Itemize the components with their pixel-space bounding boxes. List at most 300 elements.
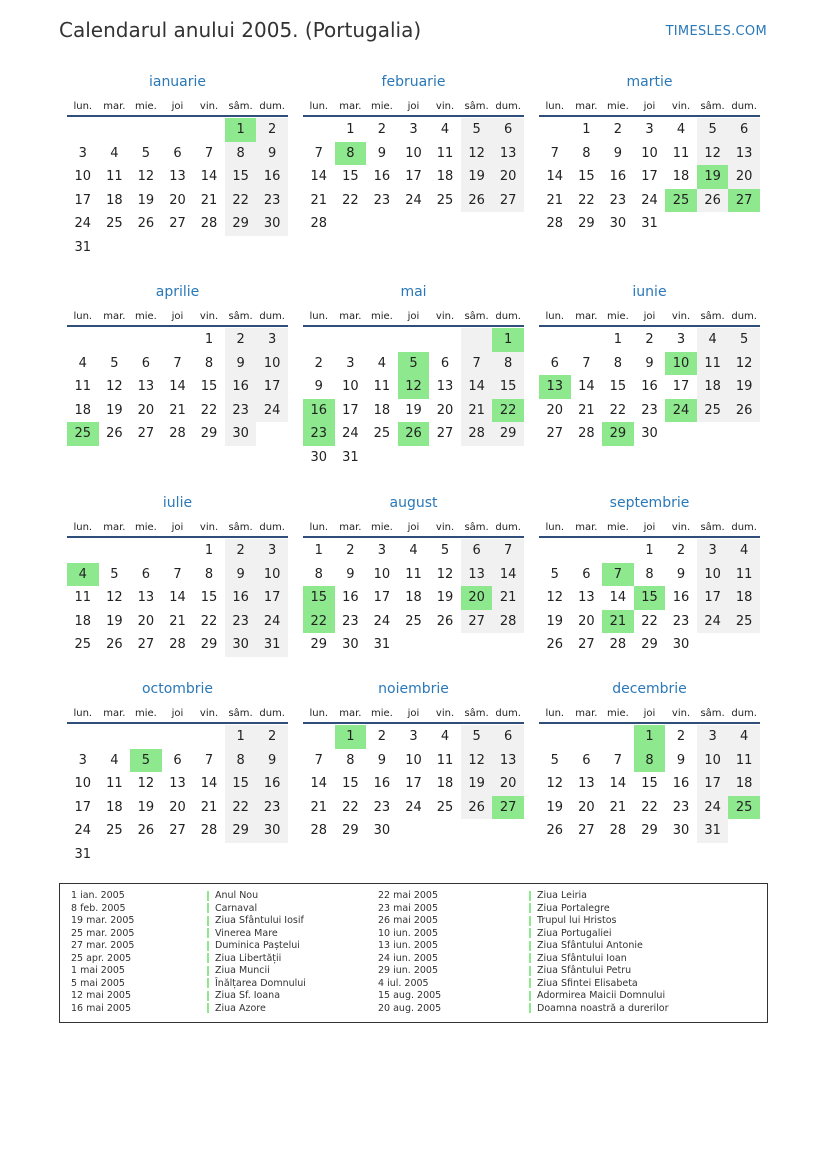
day-cell[interactable]: 12	[461, 142, 493, 166]
day-cell[interactable]: 22	[225, 189, 257, 213]
day-cell[interactable]: 18	[436, 169, 454, 184]
day-cell[interactable]: 17	[672, 379, 690, 394]
day-cell[interactable]: 18	[106, 192, 123, 208]
day-cell[interactable]: 5	[110, 566, 119, 582]
day-cell[interactable]: 2	[225, 328, 257, 352]
holiday-day-cell[interactable]: 21	[602, 610, 634, 634]
day-cell[interactable]: 5	[440, 543, 450, 558]
day-cell[interactable]: 20	[492, 772, 524, 796]
day-cell[interactable]: 14	[461, 375, 493, 399]
day-cell[interactable]: 29	[641, 823, 658, 838]
day-cell[interactable]: 31	[697, 819, 729, 843]
day-cell[interactable]: 4	[409, 543, 418, 558]
day-cell[interactable]: 15	[342, 169, 359, 184]
day-cell[interactable]: 9	[346, 566, 355, 582]
day-cell[interactable]: 14	[310, 776, 328, 791]
day-cell[interactable]: 16	[373, 169, 391, 184]
day-cell[interactable]: 6	[461, 539, 493, 563]
day-cell[interactable]: 30	[672, 823, 690, 838]
day-cell[interactable]: 17	[256, 586, 288, 610]
day-cell[interactable]: 29	[492, 422, 524, 446]
day-cell[interactable]: 20	[169, 799, 186, 815]
day-cell[interactable]: 15	[200, 590, 218, 605]
day-cell[interactable]: 6	[492, 118, 524, 142]
day-cell[interactable]: 9	[225, 352, 257, 376]
holiday-day-cell[interactable]: 4	[67, 563, 99, 587]
day-cell[interactable]: 10	[74, 169, 92, 184]
day-cell[interactable]: 9	[256, 142, 288, 166]
day-cell[interactable]: 20	[492, 165, 524, 189]
day-cell[interactable]: 22	[200, 402, 218, 418]
day-cell[interactable]: 23	[373, 192, 391, 208]
day-cell[interactable]: 12	[728, 352, 760, 376]
day-cell[interactable]: 13	[461, 563, 493, 587]
day-cell[interactable]: 26	[137, 823, 155, 838]
day-cell[interactable]: 1	[204, 332, 214, 347]
day-cell[interactable]: 28	[310, 823, 328, 838]
day-cell[interactable]: 1	[204, 543, 214, 558]
day-cell[interactable]: 29	[200, 426, 218, 441]
day-cell[interactable]: 19	[461, 772, 493, 796]
day-cell[interactable]: 17	[405, 169, 422, 184]
day-cell[interactable]: 28	[546, 216, 564, 231]
day-cell[interactable]: 30	[373, 823, 391, 838]
day-cell[interactable]: 14	[200, 776, 218, 791]
day-cell[interactable]: 5	[550, 752, 559, 768]
day-cell[interactable]: 24	[342, 426, 359, 441]
day-cell[interactable]: 18	[697, 375, 729, 399]
day-cell[interactable]: 15	[578, 169, 595, 184]
day-cell[interactable]: 11	[373, 379, 391, 394]
day-cell[interactable]: 7	[314, 145, 323, 161]
day-cell[interactable]: 4	[377, 355, 387, 371]
day-cell[interactable]: 12	[697, 142, 729, 166]
day-cell[interactable]: 3	[409, 122, 418, 137]
day-cell[interactable]: 5	[550, 566, 559, 582]
day-cell[interactable]: 22	[342, 192, 359, 208]
day-cell[interactable]: 25	[436, 192, 454, 208]
day-cell[interactable]: 3	[256, 328, 288, 352]
day-cell[interactable]: 29	[225, 819, 257, 843]
day-cell[interactable]: 3	[409, 729, 418, 744]
day-cell[interactable]: 1	[645, 543, 654, 558]
day-cell[interactable]: 2	[645, 332, 654, 347]
day-cell[interactable]: 16	[672, 590, 690, 605]
day-cell[interactable]: 23	[641, 402, 658, 418]
day-cell[interactable]: 30	[225, 633, 257, 657]
day-cell[interactable]: 10	[256, 563, 288, 587]
day-cell[interactable]: 9	[377, 145, 387, 161]
holiday-day-cell[interactable]: 25	[67, 422, 99, 446]
day-cell[interactable]: 21	[546, 192, 564, 208]
day-cell[interactable]: 14	[169, 379, 186, 394]
day-cell[interactable]: 11	[106, 169, 123, 184]
day-cell[interactable]: 31	[342, 449, 359, 465]
site-brand-link[interactable]: TIMESLES.COM	[665, 24, 767, 39]
day-cell[interactable]: 13	[137, 590, 155, 605]
day-cell[interactable]: 21	[200, 192, 218, 208]
day-cell[interactable]: 10	[697, 563, 729, 587]
day-cell[interactable]: 16	[609, 169, 627, 184]
holiday-day-cell[interactable]: 24	[665, 399, 697, 423]
day-cell[interactable]: 31	[373, 637, 391, 652]
day-cell[interactable]: 28	[169, 426, 186, 441]
day-cell[interactable]: 13	[492, 142, 524, 166]
day-cell[interactable]: 27	[436, 426, 454, 441]
day-cell[interactable]: 10	[256, 352, 288, 376]
day-cell[interactable]: 4	[728, 539, 760, 563]
holiday-day-cell[interactable]: 22	[492, 399, 524, 423]
day-cell[interactable]: 10	[405, 752, 422, 768]
day-cell[interactable]: 28	[609, 637, 627, 652]
day-cell[interactable]: 12	[137, 776, 155, 791]
day-cell[interactable]: 8	[314, 566, 323, 582]
day-cell[interactable]: 13	[169, 169, 186, 184]
day-cell[interactable]: 1	[346, 122, 355, 137]
day-cell[interactable]: 26	[461, 796, 493, 820]
day-cell[interactable]: 3	[676, 332, 686, 347]
day-cell[interactable]: 4	[110, 145, 119, 161]
day-cell[interactable]: 27	[461, 610, 493, 634]
day-cell[interactable]: 27	[169, 823, 186, 838]
day-cell[interactable]: 2	[613, 122, 623, 137]
day-cell[interactable]: 17	[697, 586, 729, 610]
day-cell[interactable]: 19	[137, 799, 155, 815]
day-cell[interactable]: 4	[697, 328, 729, 352]
day-cell[interactable]: 24	[373, 613, 391, 629]
day-cell[interactable]: 21	[169, 402, 186, 418]
day-cell[interactable]: 13	[578, 776, 595, 791]
day-cell[interactable]: 26	[106, 426, 123, 441]
day-cell[interactable]: 26	[728, 399, 760, 423]
day-cell[interactable]: 31	[256, 633, 288, 657]
day-cell[interactable]: 10	[641, 145, 658, 161]
day-cell[interactable]: 25	[74, 637, 92, 652]
day-cell[interactable]: 27	[578, 823, 595, 838]
day-cell[interactable]: 1	[613, 332, 623, 347]
day-cell[interactable]: 21	[609, 799, 627, 815]
day-cell[interactable]: 23	[342, 613, 359, 629]
day-cell[interactable]: 30	[310, 449, 328, 465]
day-cell[interactable]: 6	[728, 118, 760, 142]
day-cell[interactable]: 10	[697, 749, 729, 773]
day-cell[interactable]: 11	[436, 145, 454, 161]
day-cell[interactable]: 12	[106, 379, 123, 394]
day-cell[interactable]: 19	[137, 192, 155, 208]
day-cell[interactable]: 9	[645, 355, 654, 371]
day-cell[interactable]: 6	[550, 355, 559, 371]
holiday-day-cell[interactable]: 1	[225, 118, 257, 142]
day-cell[interactable]: 23	[373, 799, 391, 815]
day-cell[interactable]: 17	[74, 192, 92, 208]
day-cell[interactable]: 29	[578, 216, 595, 231]
day-cell[interactable]: 18	[405, 590, 422, 605]
day-cell[interactable]: 10	[405, 145, 422, 161]
day-cell[interactable]: 14	[546, 169, 564, 184]
day-cell[interactable]: 24	[74, 823, 92, 838]
day-cell[interactable]: 12	[137, 169, 155, 184]
holiday-day-cell[interactable]: 1	[492, 328, 524, 352]
day-cell[interactable]: 22	[342, 799, 359, 815]
day-cell[interactable]: 23	[225, 610, 257, 634]
day-cell[interactable]: 10	[342, 379, 359, 394]
day-cell[interactable]: 26	[546, 823, 564, 838]
day-cell[interactable]: 18	[728, 772, 760, 796]
day-cell[interactable]: 21	[200, 799, 218, 815]
day-cell[interactable]: 30	[342, 637, 359, 652]
day-cell[interactable]: 3	[346, 355, 355, 371]
day-cell[interactable]: 3	[377, 543, 387, 558]
day-cell[interactable]: 19	[546, 613, 564, 629]
day-cell[interactable]: 17	[74, 799, 92, 815]
day-cell[interactable]: 13	[436, 379, 454, 394]
day-cell[interactable]: 28	[310, 216, 328, 231]
holiday-day-cell[interactable]: 15	[303, 586, 335, 610]
day-cell[interactable]: 23	[672, 799, 690, 815]
day-cell[interactable]: 18	[74, 613, 92, 629]
day-cell[interactable]: 7	[173, 355, 182, 371]
day-cell[interactable]: 9	[314, 379, 323, 394]
day-cell[interactable]: 8	[204, 566, 214, 582]
day-cell[interactable]: 4	[78, 355, 87, 371]
day-cell[interactable]: 15	[225, 165, 257, 189]
day-cell[interactable]: 5	[697, 118, 729, 142]
day-cell[interactable]: 11	[436, 752, 454, 768]
day-cell[interactable]: 3	[78, 752, 87, 768]
day-cell[interactable]: 17	[405, 776, 422, 791]
holiday-day-cell[interactable]: 7	[602, 563, 634, 587]
day-cell[interactable]: 11	[74, 590, 92, 605]
day-cell[interactable]: 15	[641, 776, 658, 791]
holiday-day-cell[interactable]: 25	[665, 189, 697, 213]
day-cell[interactable]: 7	[204, 145, 214, 161]
day-cell[interactable]: 5	[110, 355, 119, 371]
day-cell[interactable]: 31	[74, 846, 92, 862]
holiday-day-cell[interactable]: 20	[461, 586, 493, 610]
day-cell[interactable]: 9	[613, 145, 623, 161]
day-cell[interactable]: 6	[141, 566, 151, 582]
day-cell[interactable]: 8	[492, 352, 524, 376]
day-cell[interactable]: 9	[256, 749, 288, 773]
day-cell[interactable]: 13	[578, 590, 595, 605]
day-cell[interactable]: 28	[609, 823, 627, 838]
day-cell[interactable]: 6	[582, 566, 591, 582]
day-cell[interactable]: 7	[314, 752, 323, 768]
day-cell[interactable]: 24	[697, 610, 729, 634]
day-cell[interactable]: 7	[173, 566, 182, 582]
day-cell[interactable]: 2	[676, 729, 686, 744]
day-cell[interactable]: 11	[672, 145, 690, 161]
day-cell[interactable]: 28	[492, 610, 524, 634]
day-cell[interactable]: 7	[204, 752, 214, 768]
day-cell[interactable]: 22	[225, 796, 257, 820]
day-cell[interactable]: 19	[106, 613, 123, 629]
day-cell[interactable]: 17	[373, 590, 391, 605]
day-cell[interactable]: 21	[492, 586, 524, 610]
day-cell[interactable]: 27	[137, 637, 155, 652]
day-cell[interactable]: 8	[645, 566, 654, 582]
day-cell[interactable]: 7	[613, 752, 623, 768]
holiday-day-cell[interactable]: 27	[492, 796, 524, 820]
day-cell[interactable]: 16	[225, 586, 257, 610]
day-cell[interactable]: 17	[256, 375, 288, 399]
day-cell[interactable]: 4	[728, 725, 760, 749]
day-cell[interactable]: 12	[546, 776, 564, 791]
day-cell[interactable]: 2	[377, 122, 387, 137]
day-cell[interactable]: 4	[440, 122, 450, 137]
day-cell[interactable]: 4	[440, 729, 450, 744]
day-cell[interactable]: 1	[314, 543, 323, 558]
day-cell[interactable]: 24	[256, 399, 288, 423]
day-cell[interactable]: 6	[582, 752, 591, 768]
holiday-day-cell[interactable]: 12	[398, 375, 430, 399]
day-cell[interactable]: 24	[697, 796, 729, 820]
day-cell[interactable]: 1	[225, 725, 257, 749]
day-cell[interactable]: 9	[225, 563, 257, 587]
day-cell[interactable]: 24	[74, 216, 92, 231]
day-cell[interactable]: 28	[461, 422, 493, 446]
day-cell[interactable]: 4	[110, 752, 119, 768]
day-cell[interactable]: 8	[225, 142, 257, 166]
day-cell[interactable]: 23	[256, 189, 288, 213]
day-cell[interactable]: 5	[461, 725, 493, 749]
day-cell[interactable]: 25	[436, 799, 454, 815]
holiday-day-cell[interactable]: 1	[335, 725, 367, 749]
day-cell[interactable]: 27	[169, 216, 186, 231]
day-cell[interactable]: 9	[377, 752, 387, 768]
day-cell[interactable]: 7	[582, 355, 591, 371]
day-cell[interactable]: 25	[106, 216, 123, 231]
day-cell[interactable]: 8	[613, 355, 623, 371]
day-cell[interactable]: 16	[225, 375, 257, 399]
day-cell[interactable]: 26	[546, 637, 564, 652]
day-cell[interactable]: 30	[256, 819, 288, 843]
holiday-day-cell[interactable]: 8	[634, 749, 666, 773]
day-cell[interactable]: 17	[342, 402, 359, 418]
day-cell[interactable]: 16	[256, 165, 288, 189]
day-cell[interactable]: 3	[697, 539, 729, 563]
day-cell[interactable]: 16	[256, 772, 288, 796]
day-cell[interactable]: 2	[346, 543, 355, 558]
day-cell[interactable]: 24	[641, 192, 658, 208]
day-cell[interactable]: 14	[609, 776, 627, 791]
day-cell[interactable]: 11	[728, 563, 760, 587]
day-cell[interactable]: 6	[141, 355, 151, 371]
day-cell[interactable]: 23	[256, 796, 288, 820]
day-cell[interactable]: 23	[672, 613, 690, 629]
day-cell[interactable]: 30	[672, 637, 690, 652]
day-cell[interactable]: 18	[672, 169, 690, 184]
day-cell[interactable]: 27	[546, 426, 564, 441]
holiday-day-cell[interactable]: 23	[303, 422, 335, 446]
day-cell[interactable]: 16	[373, 776, 391, 791]
day-cell[interactable]: 5	[461, 118, 493, 142]
day-cell[interactable]: 20	[137, 613, 155, 629]
day-cell[interactable]: 21	[310, 799, 328, 815]
day-cell[interactable]: 30	[225, 422, 257, 446]
day-cell[interactable]: 21	[578, 402, 595, 418]
day-cell[interactable]: 25	[697, 399, 729, 423]
day-cell[interactable]: 19	[728, 375, 760, 399]
day-cell[interactable]: 6	[492, 725, 524, 749]
day-cell[interactable]: 4	[676, 122, 686, 137]
holiday-day-cell[interactable]: 25	[728, 796, 760, 820]
day-cell[interactable]: 7	[550, 145, 559, 161]
holiday-day-cell[interactable]: 5	[398, 352, 430, 376]
day-cell[interactable]: 6	[440, 355, 450, 371]
day-cell[interactable]: 22	[609, 402, 627, 418]
day-cell[interactable]: 26	[106, 637, 123, 652]
day-cell[interactable]: 8	[346, 752, 355, 768]
day-cell[interactable]: 19	[436, 590, 454, 605]
day-cell[interactable]: 17	[641, 169, 658, 184]
day-cell[interactable]: 2	[377, 729, 387, 744]
day-cell[interactable]: 12	[436, 566, 454, 582]
day-cell[interactable]: 29	[225, 212, 257, 236]
day-cell[interactable]: 26	[137, 216, 155, 231]
day-cell[interactable]: 30	[256, 212, 288, 236]
day-cell[interactable]: 11	[728, 749, 760, 773]
day-cell[interactable]: 15	[342, 776, 359, 791]
day-cell[interactable]: 26	[697, 189, 729, 213]
day-cell[interactable]: 29	[641, 637, 658, 652]
holiday-day-cell[interactable]: 16	[303, 399, 335, 423]
day-cell[interactable]: 29	[342, 823, 359, 838]
day-cell[interactable]: 25	[405, 613, 422, 629]
day-cell[interactable]: 3	[645, 122, 654, 137]
holiday-day-cell[interactable]: 26	[398, 422, 430, 446]
holiday-day-cell[interactable]: 8	[335, 142, 367, 166]
day-cell[interactable]: 28	[169, 637, 186, 652]
day-cell[interactable]: 20	[578, 613, 595, 629]
day-cell[interactable]: 19	[405, 402, 422, 418]
day-cell[interactable]: 12	[546, 590, 564, 605]
day-cell[interactable]: 11	[106, 776, 123, 791]
day-cell[interactable]: 3	[256, 539, 288, 563]
day-cell[interactable]: 14	[310, 169, 328, 184]
day-cell[interactable]: 24	[256, 610, 288, 634]
day-cell[interactable]: 16	[641, 379, 658, 394]
day-cell[interactable]: 27	[578, 637, 595, 652]
day-cell[interactable]: 2	[256, 118, 288, 142]
day-cell[interactable]: 10	[373, 566, 391, 582]
day-cell[interactable]: 15	[200, 379, 218, 394]
day-cell[interactable]: 3	[697, 725, 729, 749]
day-cell[interactable]: 23	[225, 399, 257, 423]
day-cell[interactable]: 21	[461, 399, 493, 423]
day-cell[interactable]: 1	[582, 122, 591, 137]
day-cell[interactable]: 15	[225, 772, 257, 796]
day-cell[interactable]: 14	[609, 590, 627, 605]
day-cell[interactable]: 7	[461, 352, 493, 376]
day-cell[interactable]: 6	[173, 752, 182, 768]
day-cell[interactable]: 20	[546, 402, 564, 418]
day-cell[interactable]: 5	[728, 328, 760, 352]
day-cell[interactable]: 15	[609, 379, 627, 394]
day-cell[interactable]: 22	[641, 613, 658, 629]
day-cell[interactable]: 20	[169, 192, 186, 208]
day-cell[interactable]: 8	[582, 145, 591, 161]
day-cell[interactable]: 29	[310, 637, 328, 652]
day-cell[interactable]: 21	[310, 192, 328, 208]
day-cell[interactable]: 29	[200, 637, 218, 652]
holiday-day-cell[interactable]: 5	[130, 749, 162, 773]
day-cell[interactable]: 18	[373, 402, 391, 418]
day-cell[interactable]: 3	[78, 145, 87, 161]
day-cell[interactable]: 13	[728, 142, 760, 166]
day-cell[interactable]: 18	[436, 776, 454, 791]
holiday-day-cell[interactable]: 1	[634, 725, 666, 749]
